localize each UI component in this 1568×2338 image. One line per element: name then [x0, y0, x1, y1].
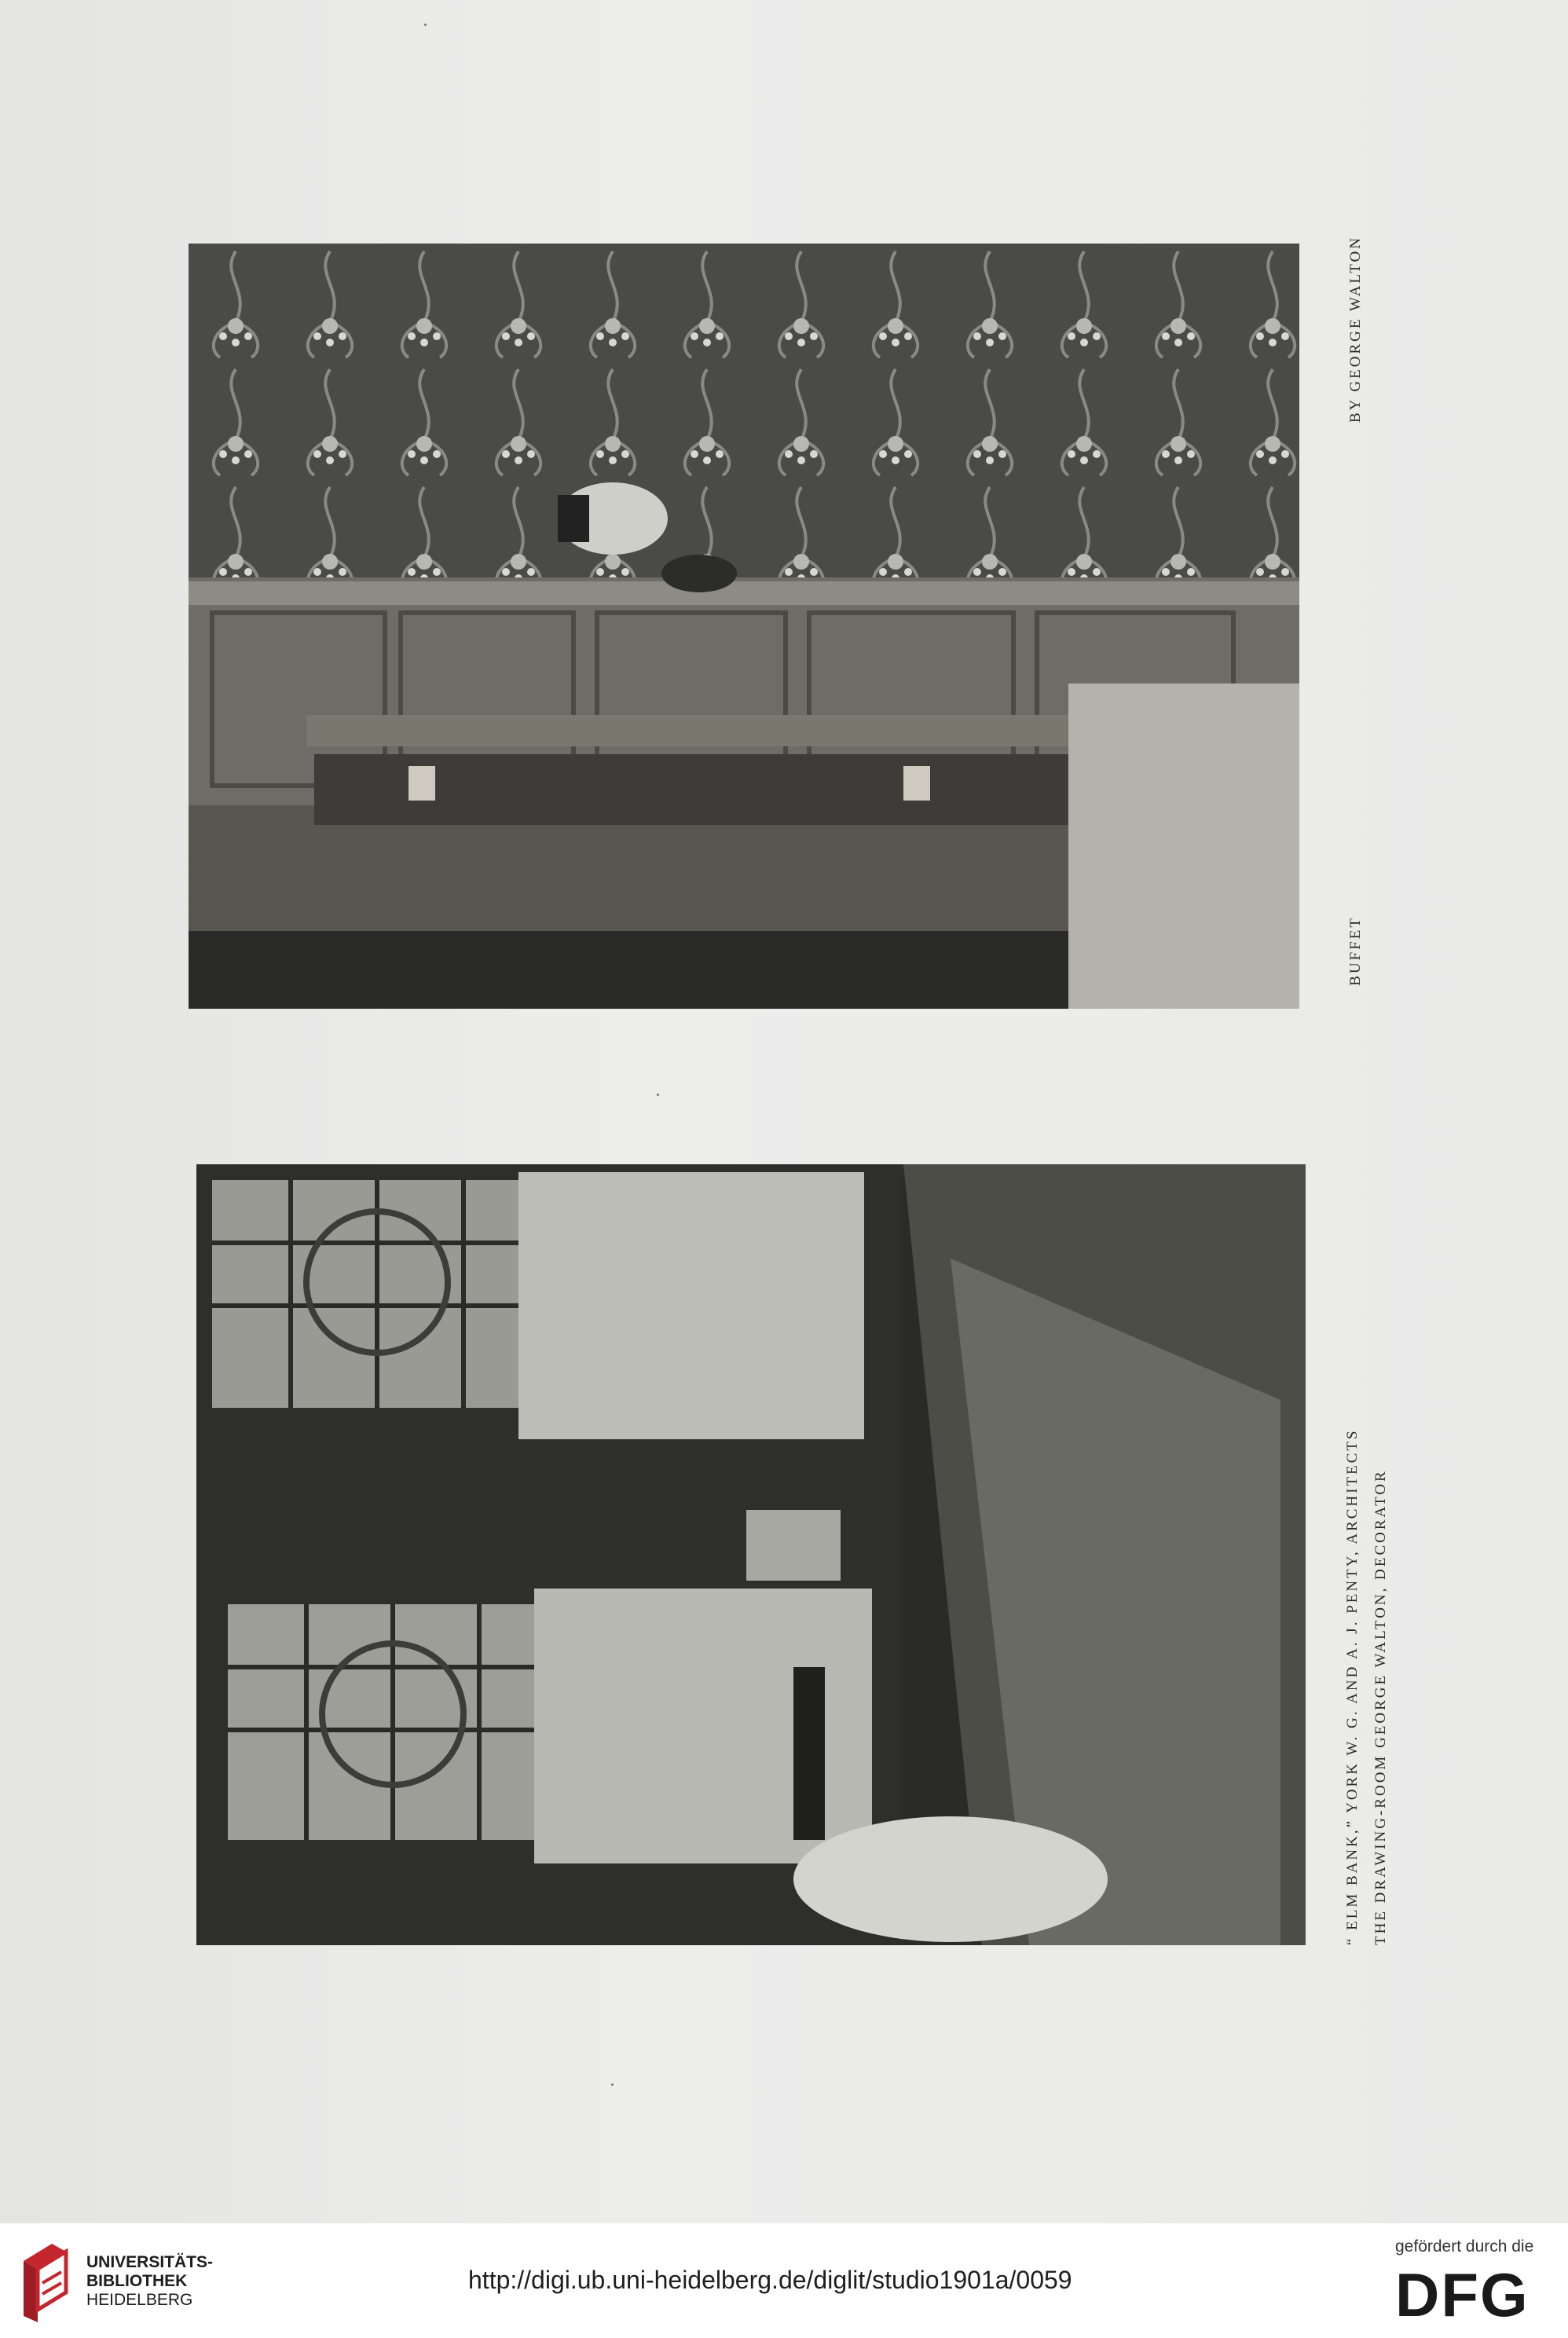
- drawing-room-caption-line1: “ ELM BANK,” YORK W. G. AND A. J. PENTY, ARCHITECTS: [1344, 1428, 1361, 1945]
- university-library-logo-icon: [16, 2237, 74, 2322]
- drawing-room-caption: [1339, 1152, 1395, 1945]
- scan-speck: [424, 24, 427, 26]
- buffet-caption-right: BY GEORGE WALTON: [1347, 236, 1364, 423]
- university-library-name: [86, 2253, 213, 2310]
- scan-speck: [611, 2083, 614, 2086]
- buffet-caption-left: BUFFET: [1347, 916, 1364, 986]
- funding-note: gefördert durch die: [1395, 2237, 1534, 2256]
- library-name-line2: BIBLIOTHEK: [86, 2272, 188, 2290]
- permalink-url[interactable]: http://digi.ub.uni-heidelberg.de/diglit/studio1901a/0059: [468, 2266, 1072, 2294]
- library-name-line1: UNIVERSITÄTS-: [86, 2253, 214, 2271]
- library-name-line3: HEIDELBERG: [86, 2291, 193, 2309]
- scan-speck: [657, 1094, 659, 1096]
- buffet-photograph: [189, 244, 1299, 1009]
- drawing-room-photograph: [196, 1164, 1306, 1945]
- dfg-logo: DFG: [1395, 2260, 1530, 2329]
- drawing-room-caption-line2: THE DRAWING-ROOM GEORGE WALTON, DECORATOR: [1372, 1469, 1390, 1945]
